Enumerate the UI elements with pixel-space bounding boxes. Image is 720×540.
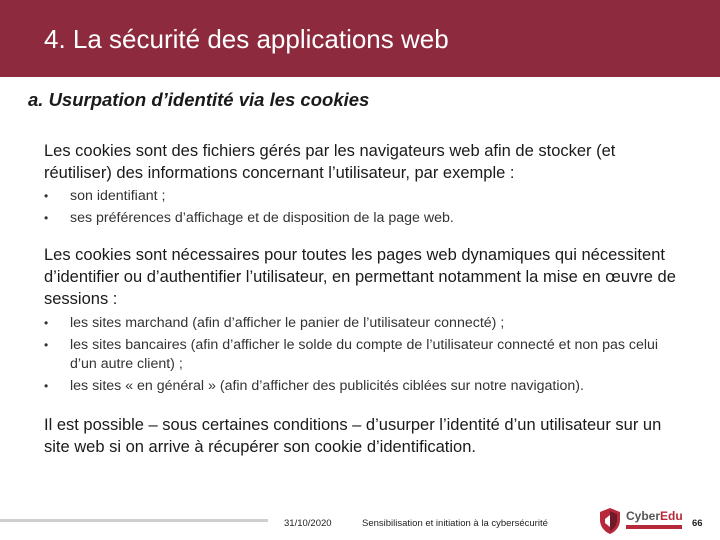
bullet-list-sites [44,314,684,399]
bullet-icon: • [44,189,49,203]
paragraph-cookies-necessity: Les cookies sont nécessaires pour toutes les pages web dynamiques qui nécessitent d’identifier ou d’authentifier l’utilisateur, en permettant notamment la mise en œuvre de sessions : [44,246,676,308]
list-item: • les sites marchand (afin d’afficher le panier de l’utilisateur connecté) ; [44,315,505,331]
footer-date: 31/10/2020 [284,518,332,529]
bullet-icon: • [44,316,49,330]
page-number: 66 [692,518,703,529]
bullet-icon: • [44,338,49,352]
footer-course-title: Sensibilisation et initiation à la cybersécurité [362,518,548,529]
paragraph-identity-theft: Il est possible – sous certaines conditions – d’usurper l’identité d’un utilisateur sur un site web si on arrive à récupérer son cookie d’identification. [44,416,662,456]
title-bar [0,0,720,77]
list-item: • les sites bancaires (afin d’afficher le solde du compte de l’utilisateur connecté et non pas celui d’un autre client) ; [44,337,659,372]
bullet-icon: • [44,211,49,225]
list-item: • les sites « en général » (afin d’afficher des publicités ciblées sur notre navigation). [44,378,584,394]
list-item: • ses préférences d’affichage et de disposition de la page web. [44,210,454,226]
slide-subtitle: a. Usurpation d’identité via les cookies [28,89,370,110]
cyberedu-logo [598,506,684,536]
slide-title: 4. La sécurité des applications web [44,24,449,54]
footer-divider [0,519,268,522]
paragraph-cookies-definition: Les cookies sont des fichiers gérés par les navigateurs web afin de stocker (et réutiliser) des informations concernant l’utilisateur, par exemple : [44,142,616,182]
list-item: • son identifiant ; [44,188,166,204]
bullet-list-examples [44,187,684,231]
logo-underline [626,525,682,529]
bullet-icon: • [44,379,49,393]
logo-wordmark: CyberEdu [626,509,683,523]
cyberedu-shield-icon [598,507,622,535]
